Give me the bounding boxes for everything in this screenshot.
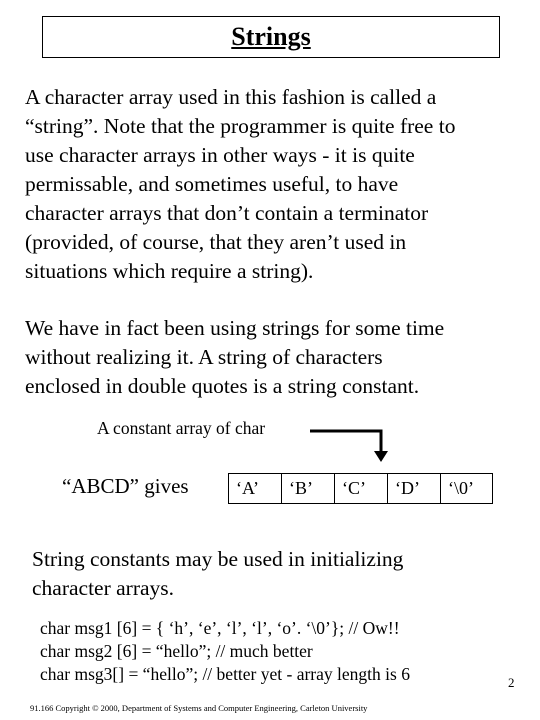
text-line: permissable, and sometimes useful, to have: [25, 172, 399, 196]
text-line: character arrays.: [32, 576, 175, 600]
text-line: use character arrays in other ways - it is quite: [25, 143, 415, 167]
text-line: (provided, of course, that they aren’t used in: [25, 230, 407, 254]
code-line: char msg3[] = “hello”; // better yet - array length is 6: [40, 664, 410, 684]
code-line: char msg1 [6] = { ‘h’, ‘e’, ‘l’, ‘l’, ‘o’. ‘\0’}; // Ow!!: [40, 618, 400, 638]
text-line: We have in fact been using strings for some time: [25, 316, 445, 340]
text-line: situations which require a string).: [25, 259, 314, 283]
title-box: [42, 16, 500, 58]
text-line: A character array used in this fashion is called a: [25, 85, 437, 109]
code-examples: [40, 617, 410, 686]
paragraph-initializing: [32, 545, 537, 603]
paragraph-string-definition: [25, 83, 530, 286]
array-cell: ‘D’: [388, 474, 441, 503]
text-line: enclosed in double quotes is a string constant.: [25, 374, 420, 398]
text-line: String constants may be used in initializing: [32, 547, 404, 571]
arrow-icon: [300, 425, 395, 465]
abcd-gives-label: “ABCD” gives: [62, 474, 189, 498]
diagram-caption: A constant array of char: [97, 418, 266, 438]
text-line: “string”. Note that the programmer is quite free to: [25, 114, 456, 138]
text-line: character arrays that don’t contain a terminator: [25, 201, 429, 225]
array-cell: ‘B’: [282, 474, 335, 503]
copyright-footer: 91.166 Copyright © 2000, Department of Systems and Computer Engineering, Carleton University: [30, 703, 368, 713]
code-line: char msg2 [6] = “hello”; // much better: [40, 641, 313, 661]
text-line: without realizing it. A string of characters: [25, 345, 383, 369]
array-cell: ‘\0’: [448, 478, 474, 498]
array-cell: ‘A’: [229, 474, 282, 503]
slide-title: Strings: [231, 22, 311, 51]
char-array-diagram: [228, 473, 493, 504]
page-number: 2: [508, 675, 515, 690]
paragraph-string-constants: [25, 314, 530, 401]
array-cell: ‘C’: [335, 474, 388, 503]
